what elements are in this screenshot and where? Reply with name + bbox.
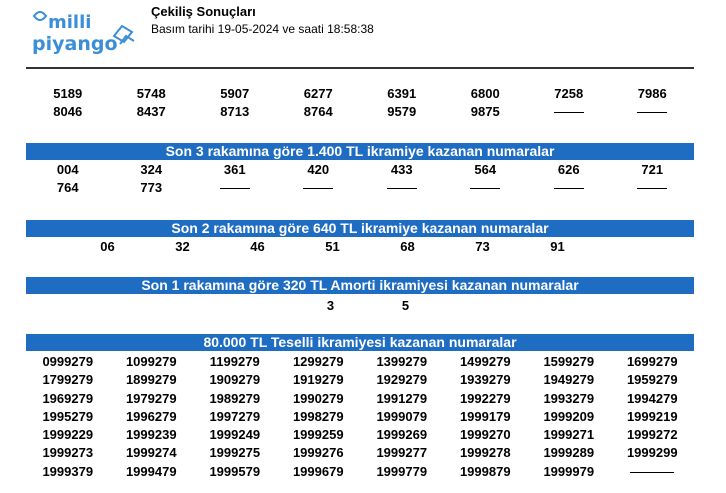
milli-piyango-logo (30, 6, 140, 56)
number-cell: 1199279 (209, 354, 260, 369)
number-cell: 3 (326, 298, 335, 313)
empty-dash (554, 112, 584, 113)
last2-numbers-grid (70, 238, 670, 256)
number-cell: 1999239 (125, 427, 177, 443)
number-cell: 1999277 (376, 445, 428, 461)
number-cell: 91 (550, 239, 565, 254)
number-cell: 6391 (387, 86, 417, 101)
number-cell: 6800 (470, 86, 500, 101)
number-cell: 1991279 (376, 390, 428, 406)
number-cell: 1999274 (125, 445, 177, 461)
last1-numbers-grid (68, 297, 668, 315)
logo-text-milli: milli (48, 12, 92, 33)
number-cell: 1999278 (459, 445, 511, 461)
number-cell: 773 (140, 180, 163, 195)
number-cell: 8437 (136, 104, 166, 119)
number-cell: 1299279 (292, 354, 344, 369)
number-cell: 1939279 (459, 372, 511, 388)
last3-numbers-grid (26, 161, 694, 197)
number-cell: 324 (140, 162, 163, 177)
number-cell: 1999289 (543, 445, 595, 461)
number-cell (444, 179, 528, 197)
number-cell: 1994279 (626, 390, 678, 406)
number-cell: 5189 (53, 86, 83, 101)
number-cell: 1999079 (376, 408, 428, 424)
number-cell: 1999299 (626, 445, 678, 461)
number-cell (611, 463, 695, 481)
number-cell: 1599279 (543, 354, 595, 369)
number-cell: 721 (641, 162, 664, 177)
number-cell: 1979279 (125, 390, 177, 406)
logo-graphic (30, 6, 140, 56)
number-cell: 1999879 (459, 463, 511, 479)
number-cell: 1799279 (42, 372, 94, 388)
section-band-last1: Son 1 rakamına göre 320 TL Amorti ikramiyesi kazanan numaralar (26, 277, 694, 294)
number-cell: 68 (400, 239, 415, 254)
number-cell: 6277 (303, 86, 333, 101)
number-cell: 1999249 (209, 427, 261, 443)
number-cell: 1999579 (209, 463, 261, 479)
number-cell: 8713 (220, 104, 250, 119)
number-cell: 1999275 (209, 445, 261, 461)
number-cell: 1999379 (42, 463, 94, 479)
number-cell: 1997279 (209, 408, 261, 424)
number-cell: 1959279 (626, 372, 678, 388)
section-band-last3: Son 3 rakamına göre 1.400 TL ikramiye kazanan numaralar (26, 143, 694, 160)
number-cell: 1699279 (626, 354, 678, 369)
number-cell (143, 297, 218, 315)
header-divider (26, 67, 694, 69)
page-title: Çekiliş Sonuçları (151, 4, 256, 19)
number-cell (611, 179, 695, 197)
number-cell: 1990279 (292, 390, 344, 406)
number-cell: 1899279 (125, 372, 177, 388)
number-cell: 5748 (136, 86, 166, 101)
number-cell: 1996279 (125, 408, 177, 424)
number-cell: 0999279 (42, 354, 94, 369)
number-cell: 1999219 (626, 408, 678, 424)
number-cell: 1995279 (42, 408, 94, 424)
number-cell: 5 (401, 298, 410, 313)
number-cell: 1999229 (42, 427, 94, 443)
number-cell: 361 (223, 162, 246, 177)
section-band-consolation: 80.000 TL Teselli ikramiyesi kazanan numaralar (26, 334, 694, 351)
number-cell: 1909279 (209, 372, 261, 388)
empty-dash (630, 472, 674, 473)
number-cell: 1999276 (292, 445, 344, 461)
number-cell: 8764 (303, 104, 333, 119)
number-cell: 8046 (53, 104, 83, 119)
number-cell: 004 (56, 162, 79, 177)
number-cell: 1999271 (543, 427, 595, 443)
section-band-last2: Son 2 rakamına göre 640 TL ikramiye kazanan numaralar (26, 220, 694, 237)
number-cell: 32 (175, 239, 190, 254)
number-cell: 1999259 (292, 427, 344, 443)
number-cell: 1999179 (459, 408, 511, 424)
number-cell (218, 297, 293, 315)
number-cell (527, 179, 611, 197)
number-cell (360, 179, 444, 197)
number-cell: 06 (100, 239, 115, 254)
number-cell: 1499279 (459, 354, 511, 369)
number-cell: 1999269 (376, 427, 428, 443)
number-cell: 9579 (387, 104, 417, 119)
number-cell: 1999779 (376, 463, 428, 479)
empty-dash (637, 112, 667, 113)
logo-text-piyango: piyango (32, 33, 118, 55)
number-cell: 1999272 (626, 427, 678, 443)
number-cell: 1989279 (209, 390, 261, 406)
top-numbers-grid (26, 85, 694, 121)
number-cell: 7258 (554, 86, 584, 101)
consolation-numbers-grid (26, 353, 694, 481)
empty-dash (303, 188, 333, 189)
number-cell: 1999273 (42, 445, 94, 461)
number-cell: 1399279 (376, 354, 428, 369)
empty-dash (637, 188, 667, 189)
number-cell: 1919279 (292, 372, 344, 388)
number-cell: 9875 (470, 104, 500, 119)
empty-dash (220, 188, 250, 189)
number-cell: 1999209 (543, 408, 595, 424)
number-cell: 51 (325, 239, 340, 254)
number-cell (593, 297, 668, 315)
empty-dash (387, 188, 417, 189)
number-cell: 1999979 (543, 463, 595, 479)
number-cell: 1999479 (125, 463, 177, 479)
number-cell: 46 (250, 239, 265, 254)
number-cell: 626 (557, 162, 580, 177)
number-cell: 1999270 (459, 427, 511, 443)
empty-dash (554, 188, 584, 189)
number-cell: 1993279 (543, 390, 595, 406)
number-cell: 1998279 (292, 408, 344, 424)
number-cell (193, 179, 277, 197)
number-cell: 1992279 (459, 390, 511, 406)
number-cell: 1929279 (376, 372, 428, 388)
number-cell: 564 (474, 162, 497, 177)
number-cell: 1099279 (125, 354, 177, 369)
number-cell (518, 297, 593, 315)
number-cell: 5907 (220, 86, 250, 101)
number-cell: 1949279 (543, 372, 595, 388)
number-cell: 1969279 (42, 390, 94, 406)
number-cell: 1999679 (292, 463, 344, 479)
empty-dash (470, 188, 500, 189)
number-cell: 73 (475, 239, 490, 254)
number-cell (595, 238, 670, 256)
number-cell: 433 (390, 162, 413, 177)
number-cell (527, 103, 611, 121)
number-cell: 7986 (637, 86, 667, 101)
number-cell (68, 297, 143, 315)
number-cell (611, 103, 695, 121)
number-cell (277, 179, 361, 197)
number-cell: 420 (307, 162, 330, 177)
number-cell: 764 (56, 180, 79, 195)
number-cell (443, 297, 518, 315)
print-date: Basım tarihi 19-05-2024 ve saati 18:58:38 (151, 22, 374, 36)
